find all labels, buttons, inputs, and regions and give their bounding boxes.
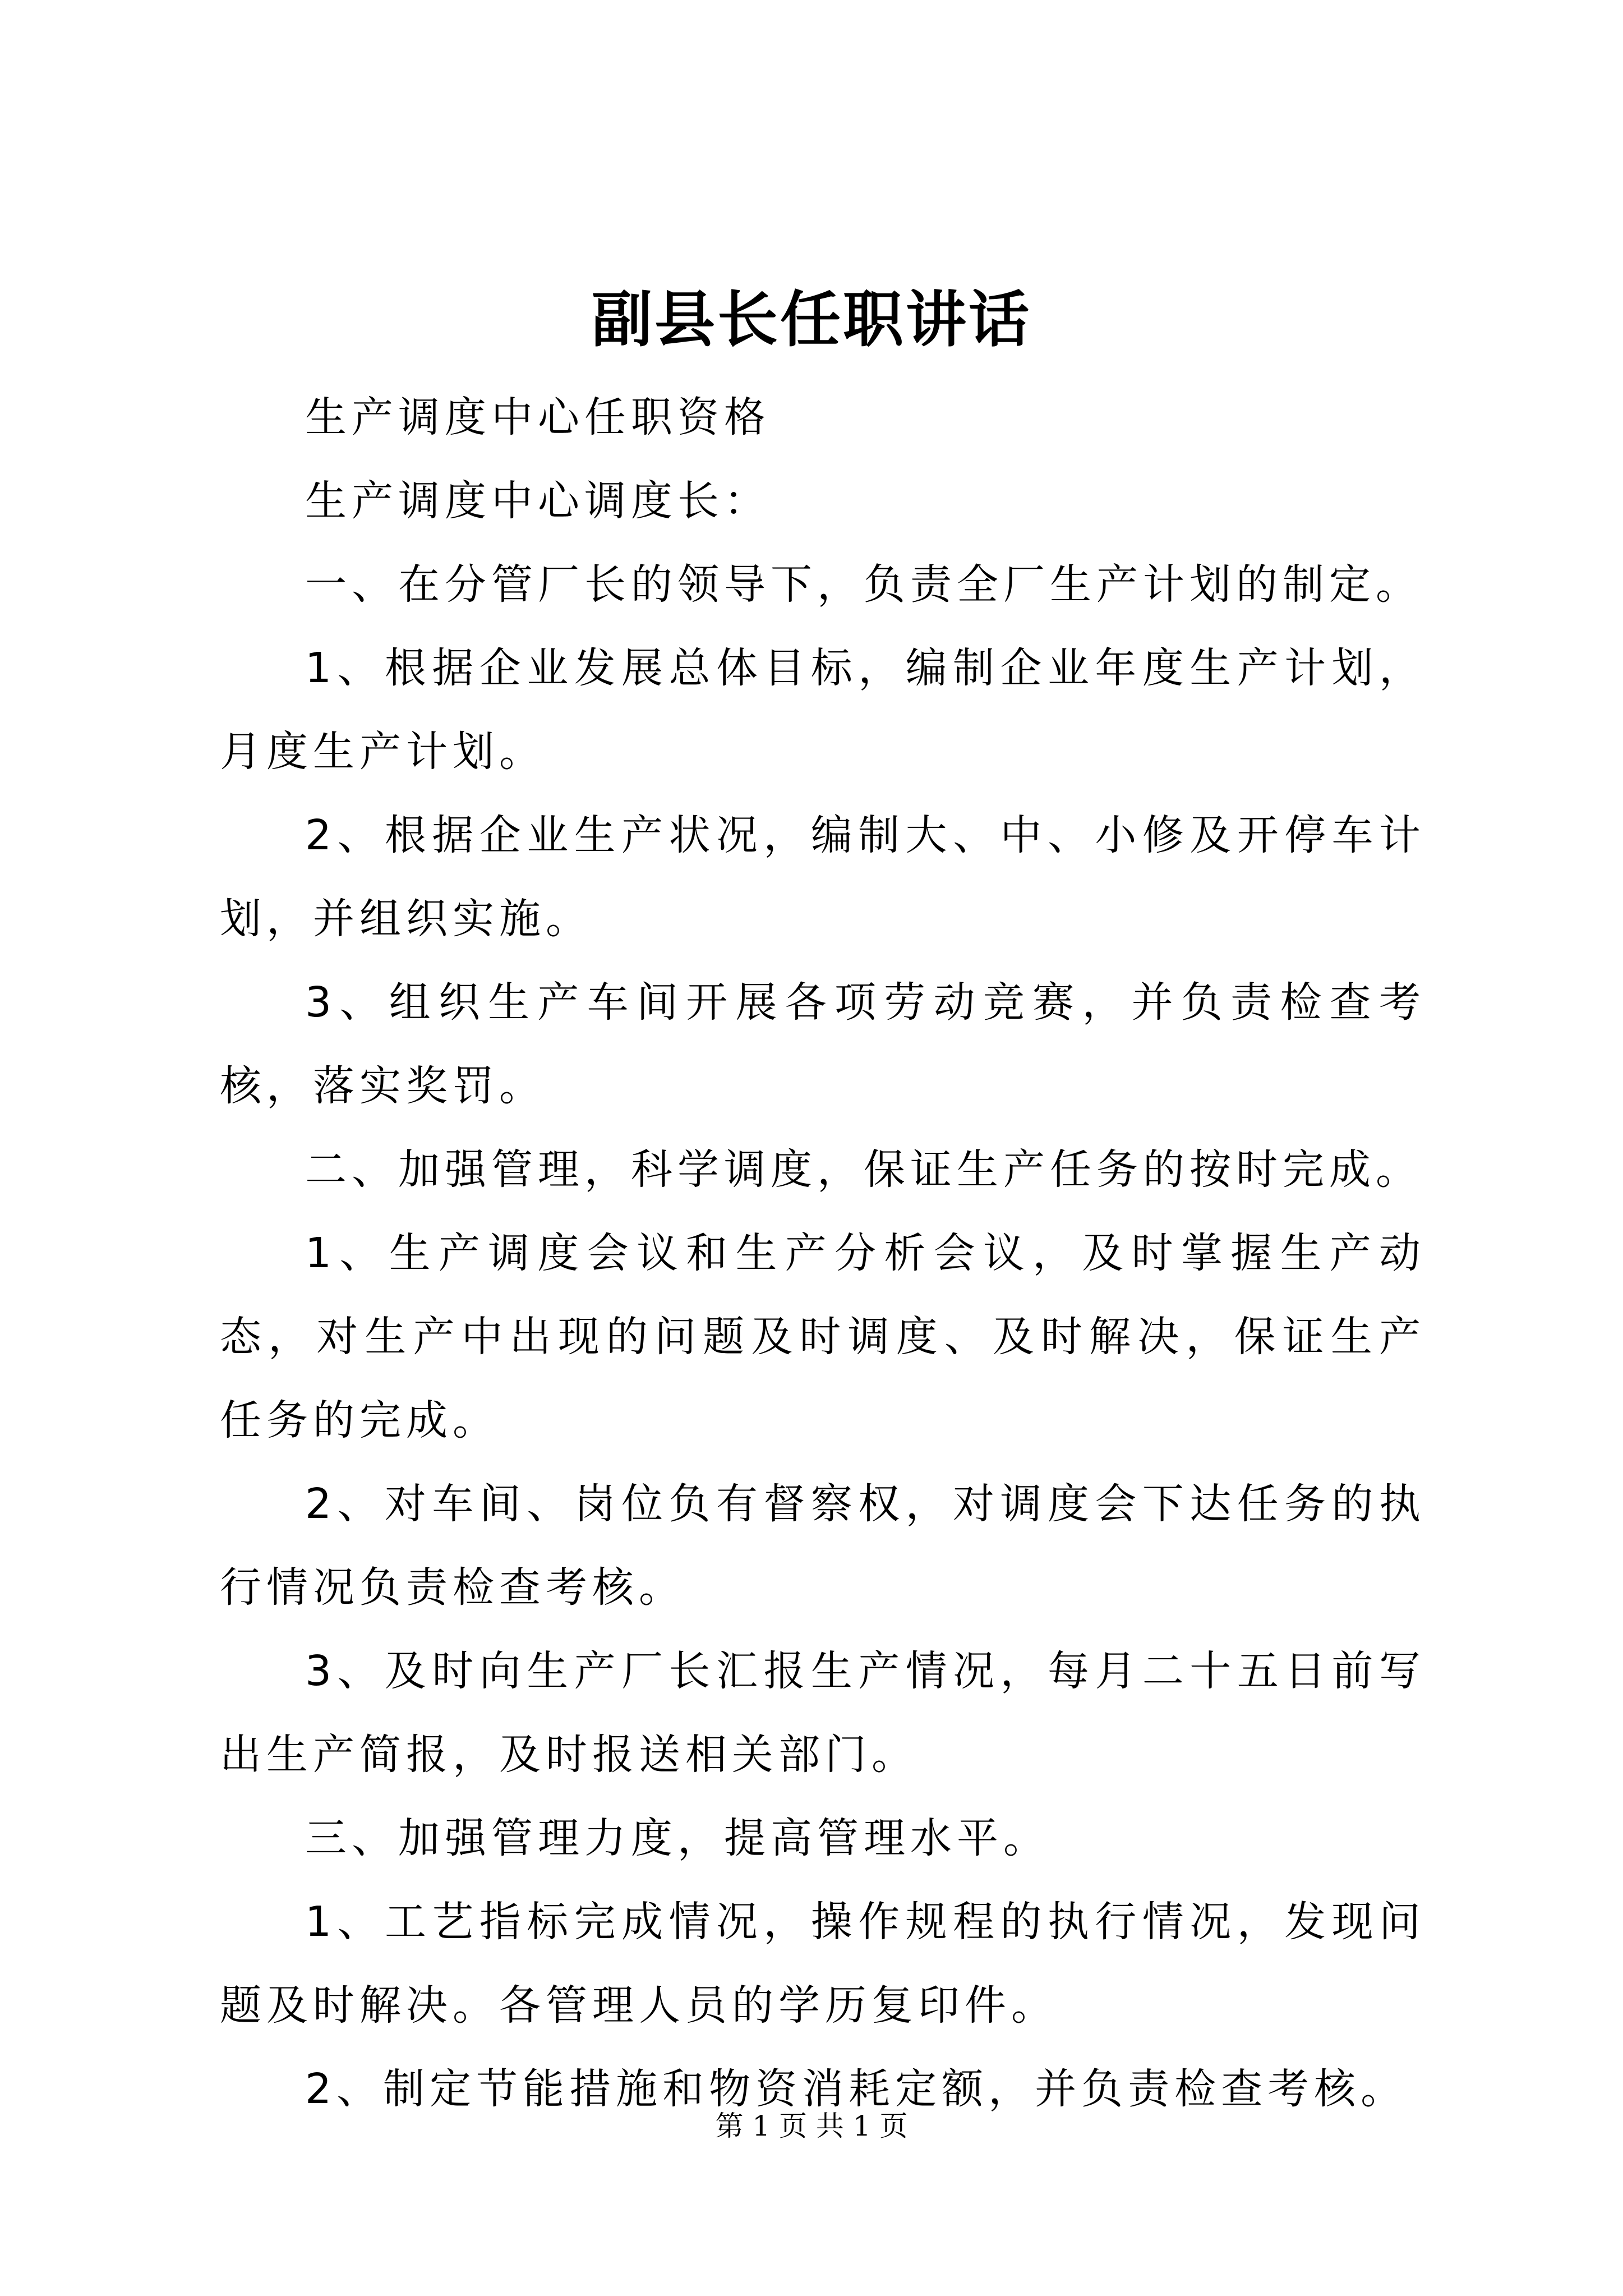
- paragraph: 1、工艺指标完成情况，操作规程的执行情况，发现问题及时解决。各管理人员的学历复印件。: [220, 1898, 1426, 2030]
- paragraph: 2、根据企业生产状况，编制大、中、小修及开停车计划，并组织实施。: [220, 811, 1426, 943]
- paragraph: 一、在分管厂长的领导下，负责全厂生产计划的制定。: [305, 560, 1422, 609]
- paragraph: 1、生产调度会议和生产分析会议，及时掌握生产动态，对生产中出现的问题及时调度、及时解决，保证生产任务的完成。: [220, 1229, 1426, 1444]
- paragraph: 3、及时向生产厂长汇报生产情况，每月二十五日前写出生产简报，及时报送相关部门。: [220, 1647, 1426, 1779]
- document-body: [220, 376, 1426, 2131]
- paragraph: 生产调度中心任职资格: [305, 393, 771, 441]
- paragraph: 三、加强管理力度，提高管理水平。: [305, 1814, 1050, 1862]
- paragraph: 2、对车间、岗位负有督察权，对调度会下达任务的执行情况负责检查考核。: [220, 1480, 1426, 1612]
- paragraph: 2、制定节能措施和物资消耗定额，并负责检查考核。: [305, 2065, 1408, 2113]
- paragraph: 1、根据企业发展总体目标，编制企业年度生产计划，月度生产计划。: [220, 644, 1426, 776]
- paragraph: 二、加强管理，科学调度，保证生产任务的按时完成。: [305, 1145, 1422, 1194]
- page-footer: 第 1 页 共 1 页: [715, 2110, 908, 2142]
- document-title: 副县长任职讲话: [591, 284, 1031, 355]
- paragraph: 生产调度中心调度长：: [305, 477, 771, 525]
- paragraph: 3、组织生产车间开展各项劳动竞赛，并负责检查考核，落实奖罚。: [220, 978, 1426, 1110]
